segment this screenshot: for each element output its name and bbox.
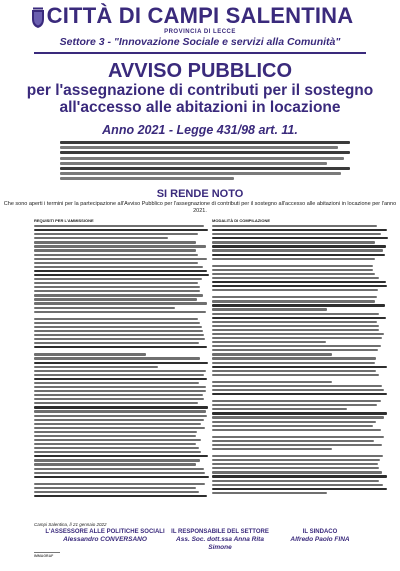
notice-year: Anno 2021 - Legge 431/98 art. 11.	[102, 123, 298, 137]
text-line	[34, 266, 203, 268]
date-place: Campi Salentina, lì 21 gennaio 2022	[34, 522, 107, 527]
text-line	[34, 463, 196, 465]
text-line	[34, 419, 204, 421]
instructions-column	[212, 218, 388, 496]
signature-role: IL SINDACO	[302, 529, 338, 535]
text-line	[212, 400, 381, 402]
text-line	[34, 353, 146, 355]
text-line	[34, 330, 203, 332]
recitals-block	[60, 141, 350, 183]
text-line	[212, 241, 375, 243]
announcement-text: Che sono aperti i termini per la partecipazione all'Avviso Pubblico per l'assegnazione di contributi per il sostegno all'accesso alle abitazioni in locazione per l'anno 2021.	[3, 201, 397, 214]
text-line	[34, 378, 207, 380]
text-line	[34, 427, 205, 429]
text-line	[34, 410, 206, 412]
text-line	[34, 451, 201, 453]
text-line	[34, 487, 196, 489]
text-line	[212, 436, 384, 438]
signature-name: Ass. Soc. dott.ssa Anna Rita Simone	[176, 536, 264, 551]
text-line	[34, 386, 206, 388]
text-line	[212, 475, 387, 477]
text-line	[34, 342, 199, 344]
signature-manager	[170, 529, 270, 552]
signature-name: Alessandro CONVERSANO	[63, 536, 147, 543]
notice-title: AVVISO PUBBLICO	[107, 60, 293, 82]
signature-role: IL RESPONSABILE DEL SETTORE	[171, 529, 269, 535]
text-line	[34, 290, 200, 292]
text-line	[212, 362, 375, 364]
text-line	[34, 249, 196, 251]
requirements-column	[34, 218, 210, 499]
text-line	[34, 338, 205, 340]
text-line	[34, 298, 197, 300]
text-line	[212, 412, 387, 414]
text-line	[212, 484, 383, 486]
text-line	[212, 258, 375, 260]
text-line	[212, 237, 388, 239]
printer-logo: IMMAGRAF	[34, 552, 60, 560]
text-line	[212, 317, 386, 319]
province-label: PROVINCIA DI LECCE	[164, 29, 236, 35]
text-line	[34, 423, 201, 425]
announcement-heading: SI RENDE NOTO	[156, 188, 244, 200]
text-line	[34, 366, 158, 368]
text-line	[34, 402, 198, 404]
text-line	[34, 237, 168, 239]
text-line	[212, 404, 377, 406]
text-line	[212, 448, 332, 450]
text-line	[34, 357, 200, 359]
text-line	[34, 431, 197, 433]
signature-role: L'ASSESSORE ALLE POLITICHE SOCIALI	[45, 529, 165, 535]
text-line	[34, 311, 206, 313]
text-line	[212, 285, 387, 287]
text-line	[212, 233, 381, 235]
text-line	[34, 278, 202, 280]
text-line	[212, 329, 379, 331]
text-line	[212, 416, 384, 418]
text-line	[34, 229, 208, 231]
text-line	[34, 322, 200, 324]
signature-mayor	[270, 529, 370, 544]
text-line	[34, 254, 198, 256]
text-line	[212, 304, 385, 306]
text-line	[212, 337, 382, 339]
text-line	[34, 398, 204, 400]
text-line	[34, 245, 206, 247]
text-line	[34, 443, 196, 445]
text-line	[212, 296, 377, 298]
text-line	[212, 370, 376, 372]
text-line	[212, 265, 373, 267]
header-divider	[34, 52, 366, 54]
text-line	[212, 480, 379, 482]
text-line	[212, 300, 375, 302]
text-line	[34, 491, 199, 493]
text-line	[34, 274, 209, 276]
signature-assessor	[40, 529, 170, 544]
text-line	[34, 459, 200, 461]
requirements-heading: REQUISITI PER L'AMMISSIONE	[34, 218, 94, 223]
text-line	[212, 440, 374, 442]
text-line	[212, 333, 384, 335]
text-line	[212, 444, 382, 446]
text-line	[34, 472, 205, 474]
text-line	[34, 468, 204, 470]
text-line	[212, 281, 386, 283]
text-line	[212, 229, 387, 231]
text-line	[212, 374, 379, 376]
text-line	[212, 459, 380, 461]
text-line	[34, 262, 198, 264]
text-line	[212, 381, 332, 383]
text-line	[212, 345, 381, 347]
text-line	[34, 318, 198, 320]
text-line	[34, 225, 204, 227]
text-line	[34, 307, 175, 309]
text-line	[212, 277, 379, 279]
text-line	[34, 382, 199, 384]
instructions-heading: MODALITÀ DI COMPILAZIONE	[212, 218, 270, 223]
text-line	[34, 241, 196, 243]
text-line	[34, 346, 207, 348]
text-line	[212, 467, 379, 469]
text-line	[212, 366, 387, 368]
text-line	[212, 349, 378, 351]
text-line	[34, 302, 207, 304]
text-line	[34, 415, 207, 417]
text-line	[34, 370, 206, 372]
text-line	[212, 393, 387, 395]
text-line	[34, 406, 208, 408]
text-line	[212, 471, 382, 473]
text-line	[34, 326, 202, 328]
text-line	[34, 447, 199, 449]
text-line	[34, 282, 198, 284]
text-line	[212, 313, 379, 315]
text-line	[212, 225, 377, 227]
text-line	[34, 362, 208, 364]
text-line	[212, 429, 381, 431]
text-line	[212, 463, 378, 465]
text-line	[212, 249, 383, 251]
text-line	[212, 492, 327, 494]
text-line	[34, 294, 203, 296]
text-line	[212, 425, 373, 427]
text-line	[34, 334, 204, 336]
text-line	[212, 325, 379, 327]
text-line	[212, 421, 376, 423]
city-title: CITTÀ DI CAMPI SALENTINA	[46, 3, 354, 28]
text-line	[212, 273, 375, 275]
text-line	[212, 353, 332, 355]
sector-label: Settore 3 - "Innovazione Sociale e servizi alla Comunità"	[59, 36, 341, 48]
text-line	[34, 439, 201, 441]
text-line	[34, 233, 198, 235]
text-line	[212, 488, 387, 490]
text-line	[34, 374, 204, 376]
text-line	[34, 476, 209, 478]
text-line	[34, 483, 205, 485]
text-line	[212, 254, 385, 256]
text-line	[34, 455, 208, 457]
text-line	[212, 385, 382, 387]
text-line	[34, 394, 203, 396]
text-line	[212, 389, 384, 391]
text-line	[34, 258, 207, 260]
text-line	[34, 435, 196, 437]
signature-name: Alfredo Paolo FINA	[290, 536, 350, 543]
text-line	[34, 286, 200, 288]
text-line	[212, 357, 376, 359]
text-line	[212, 245, 386, 247]
text-line	[212, 289, 378, 291]
text-line	[34, 495, 207, 497]
text-line	[34, 390, 206, 392]
text-line	[34, 270, 207, 272]
text-line	[212, 408, 347, 410]
text-line	[212, 341, 326, 343]
text-line	[212, 455, 383, 457]
text-line	[212, 308, 327, 310]
text-line	[212, 321, 377, 323]
text-line	[212, 269, 373, 271]
notice-subtitle: per l'assegnazione di contributi per il sostegno all'accesso alle abitazioni in locazione	[26, 82, 374, 116]
